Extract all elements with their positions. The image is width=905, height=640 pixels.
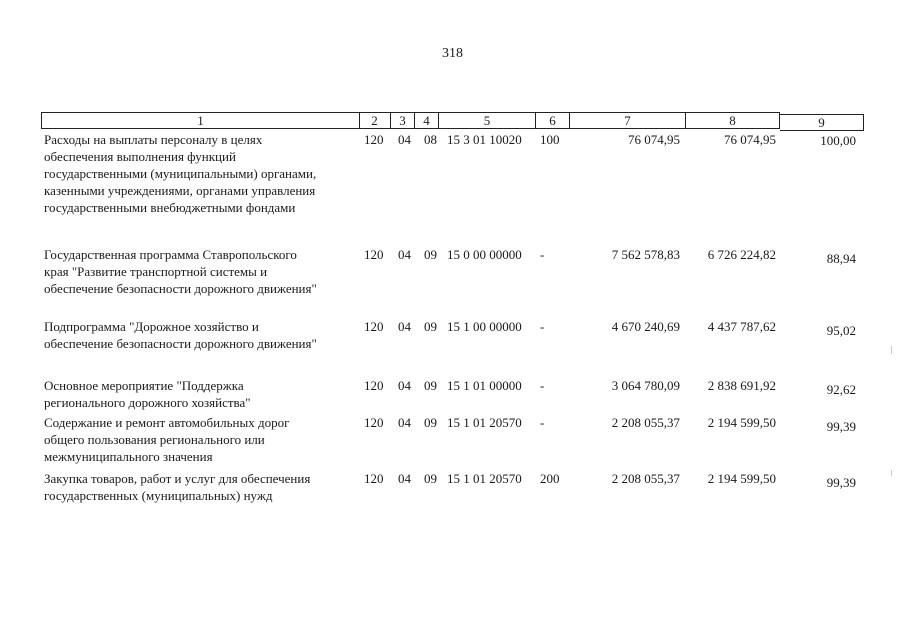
row-c8: 2 194 599,50 xyxy=(707,471,776,486)
row-c4: 09 xyxy=(424,471,437,486)
row-c4: 09 xyxy=(424,247,437,262)
scan-mark xyxy=(891,346,892,354)
row-c9: 99,39 xyxy=(826,419,856,434)
row-c8: 2 194 599,50 xyxy=(707,415,776,430)
row-name: Государственная программа Ставропольского края "Развитие транспортной системы и обеспечение безопасности дорожного движения" xyxy=(44,247,317,296)
row-c6: - xyxy=(540,378,545,393)
row-c3: 04 xyxy=(398,415,411,430)
row-c9: 95,02 xyxy=(826,323,856,338)
row-c8: 4 437 787,62 xyxy=(707,319,776,334)
row-c7: 76 074,95 xyxy=(628,132,680,147)
row-c8: 6 726 224,82 xyxy=(707,247,776,262)
row-c8: 2 838 691,92 xyxy=(707,378,776,393)
row-c9: 92,62 xyxy=(826,382,856,397)
row-c6: 100 xyxy=(540,132,560,147)
row-c6: - xyxy=(540,319,545,334)
row-c2: 120 xyxy=(364,415,384,430)
header-col-8: 8 xyxy=(686,112,780,129)
row-name: Закупка товаров, работ и услуг для обеспечения государственных (муниципальных) нужд xyxy=(44,471,311,503)
row-c3: 04 xyxy=(398,319,411,334)
row-name: Расходы на выплаты персоналу в целях обеспечения выполнения функций государственными (муниципальными) органами, казенными учреждениями, органами управления государственными внебюджетными фондами xyxy=(44,132,317,215)
row-c3: 04 xyxy=(398,247,411,262)
row-c7: 4 670 240,69 xyxy=(611,319,680,334)
row-c8: 76 074,95 xyxy=(724,132,776,147)
row-c2: 120 xyxy=(364,471,384,486)
row-c2: 120 xyxy=(364,378,384,393)
row-c6: - xyxy=(540,247,545,262)
row-c5: 15 3 01 10020 xyxy=(447,132,522,147)
header-col-7: 7 xyxy=(570,112,686,129)
row-c2: 120 xyxy=(364,247,384,262)
header-col-3: 3 xyxy=(391,112,415,129)
header-col-9: 9 xyxy=(780,114,864,131)
row-c4: 09 xyxy=(424,319,437,334)
row-c9: 88,94 xyxy=(826,251,856,266)
row-c7: 7 562 578,83 xyxy=(611,247,680,262)
row-c5: 15 1 01 20570 xyxy=(447,415,522,430)
row-c3: 04 xyxy=(398,378,411,393)
row-c7: 2 208 055,37 xyxy=(611,471,680,486)
row-c7: 2 208 055,37 xyxy=(611,415,680,430)
page-number: 318 xyxy=(442,46,463,61)
row-c5: 15 1 00 00000 xyxy=(447,319,522,334)
row-c6: - xyxy=(540,415,545,430)
row-c7: 3 064 780,09 xyxy=(611,378,680,393)
header-col-6: 6 xyxy=(536,112,570,129)
header-col-5: 5 xyxy=(439,112,536,129)
header-col-1: 1 xyxy=(41,112,360,129)
table-header-row xyxy=(0,112,905,129)
row-name: Подпрограмма "Дорожное хозяйство и обеспечение безопасности дорожного движения" xyxy=(44,319,317,351)
row-name: Содержание и ремонт автомобильных дорог общего пользования регионального или межмуниципального значения xyxy=(44,415,290,464)
row-c5: 15 1 01 00000 xyxy=(447,378,522,393)
header-col-4: 4 xyxy=(415,112,439,129)
row-c5: 15 0 00 00000 xyxy=(447,247,522,262)
row-c4: 08 xyxy=(424,132,437,147)
row-c9: 100,00 xyxy=(820,133,856,148)
row-c3: 04 xyxy=(398,471,411,486)
row-c5: 15 1 01 20570 xyxy=(447,471,522,486)
header-col-2: 2 xyxy=(359,112,391,129)
row-c6: 200 xyxy=(540,471,560,486)
row-name: Основное мероприятие "Поддержка регионального дорожного хозяйства" xyxy=(44,378,251,410)
row-c4: 09 xyxy=(424,378,437,393)
row-c4: 09 xyxy=(424,415,437,430)
scan-mark xyxy=(891,470,892,476)
row-c2: 120 xyxy=(364,132,384,147)
row-c2: 120 xyxy=(364,319,384,334)
row-c9: 99,39 xyxy=(826,475,856,490)
row-c3: 04 xyxy=(398,132,411,147)
